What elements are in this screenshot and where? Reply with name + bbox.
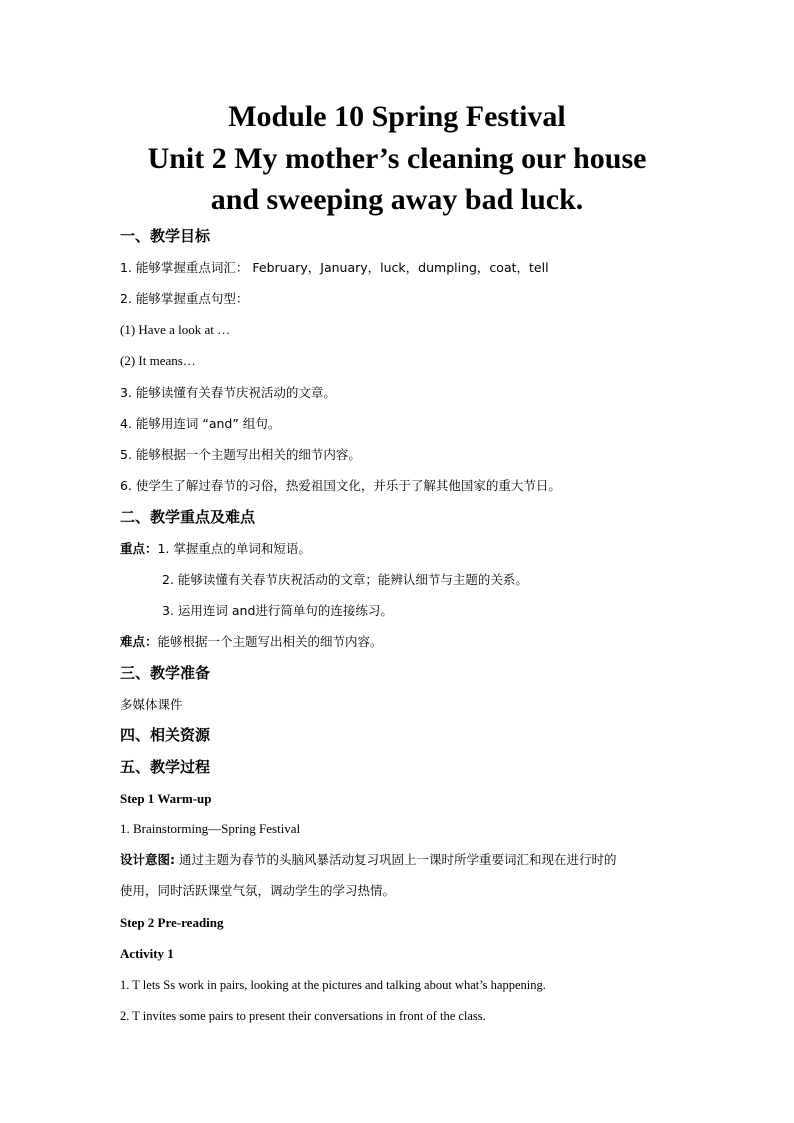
section-heading-preparation: 三、教学准备 xyxy=(120,664,211,682)
step-item: 1. Brainstorming—Spring Festival xyxy=(120,821,301,836)
design-text: 通过主题为春节的头脑风暴活动复习巩固上一课时所学重要词汇和现在进行时的 xyxy=(175,852,617,867)
section-heading-resources: 四、相关资源 xyxy=(120,726,211,744)
activity-item: 1. T lets Ss work in pairs, looking at the pictures and talking about what’s happening. xyxy=(120,978,546,992)
key-item: 3. 运用连词 and进行简单句的连接练习。 xyxy=(162,603,393,618)
section-heading-key-points: 二、教学重点及难点 xyxy=(120,508,256,526)
objective-item: 5. 能够根据一个主题写出相关的细节内容。 xyxy=(120,447,361,462)
activity-item: 2. T invites some pairs to present their conversations in front of the class. xyxy=(120,1009,486,1023)
difficulty-text: 能够根据一个主题写出相关的细节内容。 xyxy=(157,634,383,649)
objective-item: 4. 能够用连词 “and” 组句。 xyxy=(120,416,281,431)
key-item: 1. 掌握重点的单词和短语。 xyxy=(157,541,311,556)
objective-item: 6. 使学生了解过春节的习俗，热爱祖国文化，并乐于了解其他国家的重大节日。 xyxy=(120,478,561,493)
objective-item: 3. 能够读懂有关春节庆祝活动的文章。 xyxy=(120,385,336,400)
title-line-3: and sweeping away bad luck. xyxy=(210,183,584,216)
key-points-line xyxy=(120,540,311,558)
objective-item: 1. 能够掌握重点词汇： February，January，luck，dumpling，coat，tell xyxy=(120,260,549,275)
difficulty-line xyxy=(120,633,383,651)
key-item: 2. 能够读懂有关春节庆祝活动的文章；能辨认细节与主题的关系。 xyxy=(162,572,528,587)
step-heading: Step 1 Warm-up xyxy=(120,791,212,806)
design-intent-continued: 使用，同时活跃课堂气氛，调动学生的学习热情。 xyxy=(120,883,396,898)
activity-heading: Activity 1 xyxy=(120,946,174,961)
title-line-1: Module 10 Spring Festival xyxy=(228,100,566,133)
objective-subitem: (1) Have a look at … xyxy=(120,322,231,337)
step-heading: Step 2 Pre-reading xyxy=(120,915,224,930)
key-label: 重点： xyxy=(120,541,158,556)
objective-item: 2. 能够掌握重点句型： xyxy=(120,291,249,306)
objective-subitem: (2) It means… xyxy=(120,353,196,368)
design-intent-line xyxy=(120,851,616,869)
preparation-text: 多媒体课件 xyxy=(120,697,183,712)
difficulty-label: 难点： xyxy=(120,634,158,649)
title-line-2: Unit 2 My mother’s cleaning our house xyxy=(147,142,647,175)
design-label: 设计意图: xyxy=(120,852,175,867)
section-heading-process: 五、教学过程 xyxy=(120,758,211,776)
section-heading-objectives: 一、教学目标 xyxy=(120,227,211,245)
